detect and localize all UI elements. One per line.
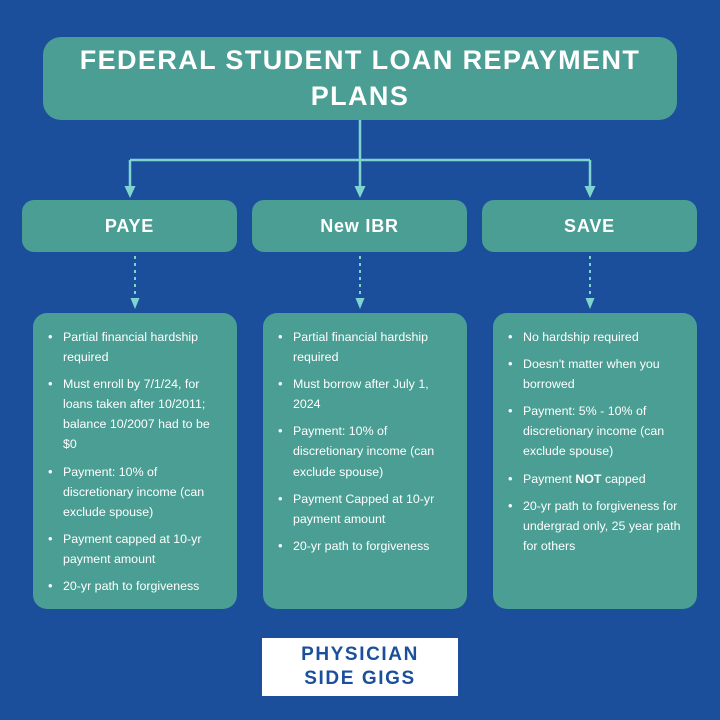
- list-item: • Payment: 10% of discretionary income (can exclude spouse): [291, 421, 453, 481]
- column-header-label: PAYE: [104, 215, 155, 236]
- list-item: • Payment capped at 10-yr payment amount: [61, 529, 223, 569]
- column-body-new-ibr: [263, 313, 467, 609]
- list-item: • Payment: 5% - 10% of discretionary income (can exclude spouse): [521, 401, 683, 461]
- list-item: • No hardship required: [521, 327, 683, 347]
- brand-logo: [262, 638, 458, 696]
- column-body-paye: [33, 313, 237, 609]
- feature-list: [39, 327, 223, 596]
- list-item: • 20-yr path to forgiveness: [291, 536, 453, 556]
- list-item: • 20-yr path to forgiveness for undergrad only, 25 year path for others: [521, 496, 683, 556]
- column-header-save[interactable]: [482, 200, 697, 252]
- column-header-new-ibr[interactable]: [252, 200, 467, 252]
- brand-line-1: PHYSICIAN: [301, 643, 419, 665]
- feature-list: [269, 327, 453, 556]
- column-body-save: [493, 313, 697, 609]
- page-title: FEDERAL STUDENT LOAN REPAYMENT PLANS: [79, 44, 641, 111]
- list-item: • Must borrow after July 1, 2024: [291, 374, 453, 414]
- list-item: • Must enroll by 7/1/24, for loans taken after 10/2011; balance 10/2007 had to be $0: [61, 374, 223, 454]
- list-item: • Doesn't matter when you borrowed: [521, 354, 683, 394]
- page-title-card: [43, 37, 677, 120]
- column-header-label: SAVE: [564, 215, 615, 236]
- list-item: • 20-yr path to forgiveness: [61, 576, 223, 596]
- list-item: • Payment Capped at 10-yr payment amount: [291, 489, 453, 529]
- list-item: • Partial financial hardship required: [291, 327, 453, 367]
- brand-line-2: SIDE GIGS: [304, 668, 416, 689]
- list-item: • Partial financial hardship required: [61, 327, 223, 367]
- list-item: • Payment: 10% of discretionary income (can exclude spouse): [61, 462, 223, 522]
- list-item: • Payment NOT capped: [521, 469, 683, 489]
- feature-list: [499, 327, 683, 556]
- column-header-paye[interactable]: [22, 200, 237, 252]
- column-header-label: New IBR: [320, 215, 399, 236]
